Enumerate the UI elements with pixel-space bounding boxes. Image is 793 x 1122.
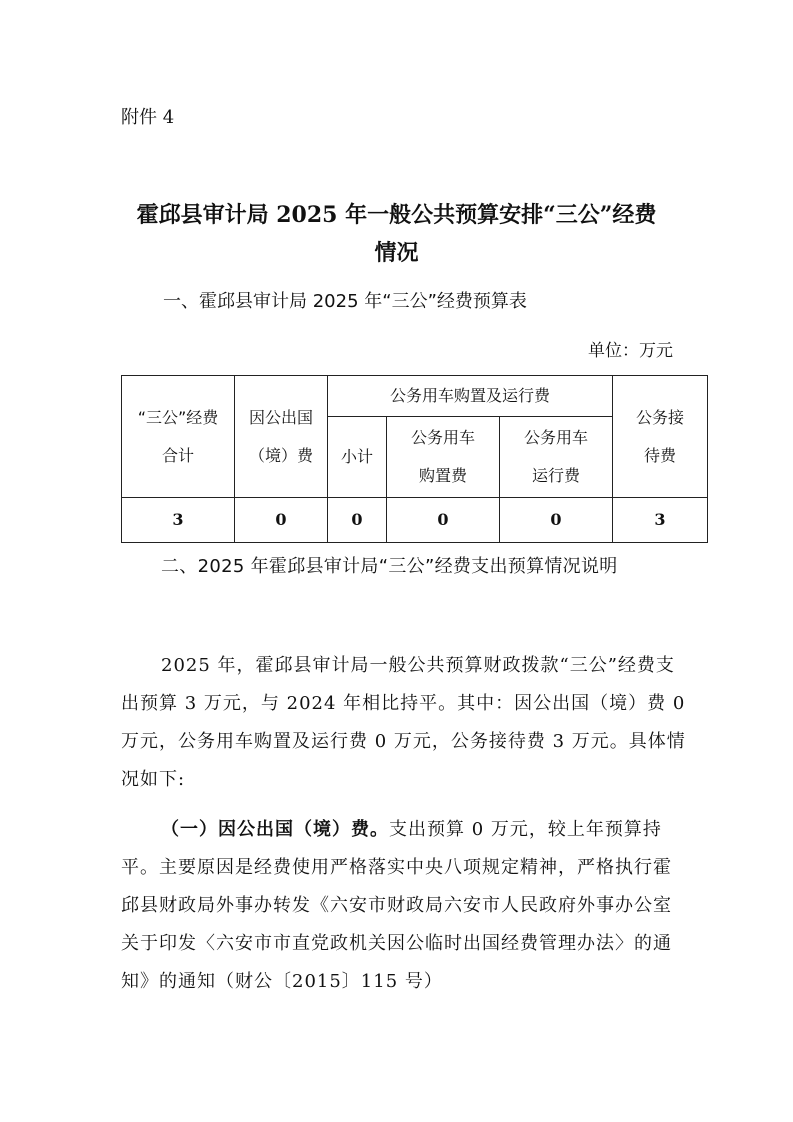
attachment-label: 附件 4 bbox=[121, 107, 175, 128]
value-reception: 3 bbox=[613, 498, 708, 543]
header-total: “三公”经费合计 bbox=[122, 376, 235, 498]
paragraph-overseas-lead: （一）因公出国（境）费。 bbox=[161, 819, 389, 840]
three-public-budget-table bbox=[121, 375, 708, 543]
document-title-line1: 霍邱县审计局 2025 年一般公共预算安排“三公”经费 bbox=[136, 202, 657, 228]
section2-heading: 二、2025 年霍邱县审计局“三公”经费支出预算情况说明 bbox=[161, 556, 618, 577]
paragraph-summary: 2025 年，霍邱县审计局一般公共预算财政拨款“三公”经费支出预算 3 万元，与 2024 年相比持平。其中：因公出国（境）费 0 万元，公务用车购置及运行费 0 万元，公务接待费 3 万元。具体情况如下: bbox=[121, 655, 686, 790]
value-overseas: 0 bbox=[235, 498, 328, 543]
header-vehicle-group: 公务用车购置及运行费 bbox=[328, 376, 613, 417]
value-total: 3 bbox=[122, 498, 235, 543]
table-header-row bbox=[122, 376, 708, 417]
section1-heading: 一、霍邱县审计局 2025 年“三公”经费预算表 bbox=[163, 291, 527, 312]
document-title bbox=[100, 196, 693, 272]
value-vehicle-operation: 0 bbox=[500, 498, 613, 543]
header-vehicle-subtotal: 小计 bbox=[328, 417, 387, 498]
table-row bbox=[122, 498, 708, 543]
unit-label: 单位：万元 bbox=[588, 341, 673, 361]
value-vehicle-subtotal: 0 bbox=[328, 498, 387, 543]
document-title-line2: 情况 bbox=[374, 240, 419, 266]
header-overseas: 因公出国（境）费 bbox=[235, 376, 328, 498]
header-vehicle-purchase: 公务用车购置费 bbox=[387, 417, 500, 498]
paragraph-overseas bbox=[121, 811, 687, 1001]
paragraph-overseas-body: 支出预算 0 万元，较上年预算持平。主要原因是经费使用严格落实中央八项规定精神，严格执行霍邱县财政局外事办转发《六安市财政局六安市人民政府外事办公室关于印发〈六安市市直党政机关因公临时出国经费管理办法〉的通知》的通知（财公〔2015〕115 号） bbox=[121, 819, 672, 992]
header-reception: 公务接待费 bbox=[613, 376, 708, 498]
value-vehicle-purchase: 0 bbox=[387, 498, 500, 543]
header-vehicle-operation: 公务用车运行费 bbox=[500, 417, 613, 498]
